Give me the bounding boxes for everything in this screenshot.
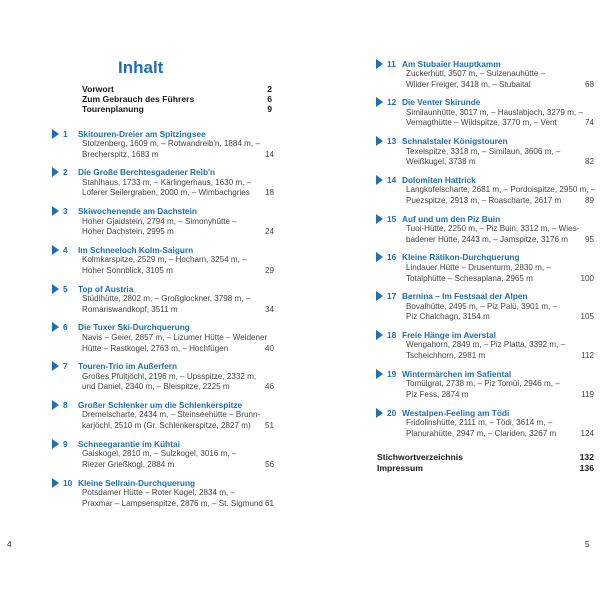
tour-description-line: Dremelscharte, 2434 m, – Steinseehütte – Brunn- bbox=[82, 410, 261, 420]
front-matter-page: 2 bbox=[267, 84, 272, 94]
tour-description bbox=[82, 178, 274, 199]
tour-title: Top of Austria bbox=[78, 283, 134, 294]
tour-page-number: 40 bbox=[264, 343, 274, 353]
tour-number: 10 bbox=[63, 477, 73, 488]
tour-number: 7 bbox=[63, 361, 68, 372]
tour-title: Freie Hänge im Averstal bbox=[402, 329, 496, 340]
tour-description-line: Stüdlhütte, 2802 m, – Großglockner, 3798 m, – bbox=[82, 294, 251, 304]
tour-number: 8 bbox=[63, 399, 68, 410]
toc-entry[interactable] bbox=[376, 252, 594, 284]
tour-description bbox=[82, 410, 274, 431]
back-matter-row[interactable] bbox=[377, 463, 594, 474]
tour-page-number: 51 bbox=[264, 421, 274, 431]
triangle-arrow-icon bbox=[52, 206, 59, 216]
tour-description-line: Praxmar – Lampsenspitze, 2876 m, – St. Sigmund bbox=[82, 498, 263, 508]
back-matter-label: Impressum bbox=[377, 462, 423, 473]
tour-page-number: 100 bbox=[580, 273, 594, 283]
tour-description-line: Puezspitze, 2913 m, – Roascharte, 2617 m bbox=[406, 195, 562, 205]
toc-entry-head bbox=[52, 438, 274, 449]
toc-entry[interactable] bbox=[52, 283, 274, 315]
tour-description-line: Tuoi-Hütte, 2250 m, – Piz Buin, 3312 m, – Wies- bbox=[406, 224, 580, 234]
page-number-left: 4 bbox=[7, 539, 12, 549]
tour-title: Touren-Trio im Außerfern bbox=[78, 361, 178, 372]
front-matter-page: 9 bbox=[267, 104, 272, 114]
toc-entry[interactable] bbox=[52, 361, 274, 393]
tour-title: Bernina – Im Festsaal der Alpen bbox=[402, 291, 528, 302]
tour-page-number: 89 bbox=[584, 195, 594, 205]
toc-entry-head bbox=[52, 244, 274, 255]
toc-entry[interactable] bbox=[52, 438, 274, 470]
tour-title: Wintermärchen im Safiental bbox=[402, 368, 512, 379]
tour-list-right bbox=[376, 58, 594, 446]
triangle-arrow-icon bbox=[52, 361, 59, 371]
tour-description-line: Hoher Dachstein, 2995 m bbox=[82, 227, 174, 237]
tour-page-number: 46 bbox=[264, 382, 274, 392]
tour-description-line: Fridolinshütte, 2111 m, – Tödi, 3614 m, – bbox=[406, 418, 553, 428]
tour-description-line: Brecherspitz, 1683 m bbox=[82, 149, 159, 159]
toc-entry-head bbox=[376, 97, 594, 108]
tour-description-line: Wengahorn, 2849 m, – Piz Platta, 3392 m, – bbox=[406, 340, 566, 350]
triangle-arrow-icon bbox=[376, 97, 383, 107]
tour-number: 16 bbox=[387, 252, 397, 263]
triangle-arrow-icon bbox=[376, 214, 383, 224]
tour-title: Kleine Rätikon-Durchquerung bbox=[402, 252, 520, 263]
tour-title: Auf und um den Piz Buin bbox=[402, 213, 501, 224]
toc-entry-head bbox=[52, 167, 274, 178]
tour-description-line: badener Hütte, 2443 m, – Jamspitze, 3176 m bbox=[406, 234, 568, 244]
toc-entry[interactable] bbox=[376, 97, 594, 129]
back-matter-row[interactable] bbox=[377, 452, 594, 463]
toc-entry-head bbox=[376, 58, 594, 69]
tour-description-line: Weißkugel, 3738 m bbox=[406, 157, 476, 167]
tour-title: Im Schneeloch Kolm-Saigurn bbox=[78, 244, 194, 255]
tour-description-line: Riezer Grießkogl, 2884 m bbox=[82, 459, 175, 469]
triangle-arrow-icon bbox=[52, 400, 59, 410]
triangle-arrow-icon bbox=[52, 478, 59, 488]
tour-description-line: Gaiskogel, 2810 m, – Sulzkogel, 3016 m, – bbox=[82, 449, 237, 459]
tour-title: Skiwochenende am Dachstein bbox=[78, 206, 197, 217]
tour-list-left bbox=[52, 128, 274, 516]
toc-entry-head bbox=[376, 407, 594, 418]
tour-description-line: Stahlhaus, 1733 m, – Kärlingerhaus, 1630 m, – bbox=[82, 177, 252, 187]
tour-description-line: Vernagthütte – Wildspitze, 3770 m, – Vent bbox=[406, 118, 557, 128]
back-matter bbox=[377, 452, 594, 473]
toc-entry[interactable] bbox=[376, 213, 594, 245]
tour-description bbox=[406, 379, 594, 400]
tour-description-line: karjöchl, 2510 m (Gr. Schlenkerspitze, 2827 m) bbox=[82, 421, 251, 431]
tour-description bbox=[406, 263, 594, 284]
tour-page-number: 112 bbox=[581, 351, 594, 361]
triangle-arrow-icon bbox=[376, 59, 383, 69]
tour-page-number: 82 bbox=[584, 157, 594, 167]
tour-number: 19 bbox=[387, 368, 397, 379]
toc-entry-head bbox=[376, 329, 594, 340]
toc-entry[interactable] bbox=[52, 399, 274, 431]
front-matter-label: Zum Gebrauch des Führers bbox=[82, 94, 195, 104]
tour-page-number: 119 bbox=[581, 389, 594, 399]
tour-description-line: Planurahütte, 2947 m, – Clariden, 3267 m bbox=[406, 428, 557, 438]
tour-description bbox=[82, 294, 274, 315]
tour-description bbox=[406, 147, 594, 168]
tour-number: 14 bbox=[387, 174, 397, 185]
toc-entry[interactable] bbox=[376, 368, 594, 400]
tour-description-line: Piz Chalchagn, 3154 m bbox=[406, 312, 490, 322]
tour-description-line: Texelspitze, 3318 m, – Similaun, 3606 m, – bbox=[406, 146, 561, 156]
triangle-arrow-icon bbox=[376, 175, 383, 185]
tour-title: Großer Schlenker um die Schlenkerspitze bbox=[78, 399, 243, 410]
tour-description-line: Totalphütte – Schesaplana, 2965 m bbox=[406, 273, 533, 283]
toc-entry[interactable] bbox=[376, 407, 594, 439]
toc-entry[interactable] bbox=[376, 136, 594, 168]
tour-description-line: Hoher Gjaidstein, 2794 m, – Simonyhütte – bbox=[82, 216, 237, 226]
front-matter-page: 6 bbox=[267, 94, 272, 104]
tour-description bbox=[406, 224, 594, 245]
tour-number: 1 bbox=[63, 128, 68, 139]
toc-entry[interactable] bbox=[52, 167, 274, 199]
tour-description-line: Similaunhütte, 3017 m, – Hauslabjoch, 3279 m, – bbox=[406, 107, 583, 117]
tour-description bbox=[406, 69, 594, 90]
tour-page-number: 24 bbox=[264, 227, 274, 237]
tour-number: 12 bbox=[387, 97, 397, 108]
tour-page-number: 61 bbox=[264, 498, 274, 508]
back-matter-page: 132 bbox=[579, 452, 594, 462]
tour-description bbox=[406, 302, 594, 323]
tour-description bbox=[82, 139, 274, 160]
tour-page-number: 74 bbox=[584, 118, 594, 128]
toc-entry-head bbox=[52, 128, 274, 139]
front-matter-row[interactable] bbox=[82, 84, 272, 94]
tour-description-line: Loferer Seilergraben, 2000 m, – Wimbachgries bbox=[82, 188, 250, 198]
toc-entry-head bbox=[52, 361, 274, 372]
tour-description-line: Hütte – Rastkogel, 2763 m, – Hochfügen bbox=[82, 343, 229, 353]
tour-page-number: 29 bbox=[264, 265, 274, 275]
triangle-arrow-icon bbox=[52, 322, 59, 332]
tour-description-line: Piz Fess, 2874 m bbox=[406, 389, 469, 399]
tour-number: 20 bbox=[387, 407, 397, 418]
front-matter-label: Vorwort bbox=[82, 84, 114, 94]
tour-description-line: Großes Pfuitjöchl, 2196 m, – Upsspitze, 2332 m, bbox=[82, 371, 257, 381]
toc-entry-head bbox=[376, 252, 594, 263]
tour-description-line: Potsdamer Hütte – Roter Kogel, 2834 m, – bbox=[82, 488, 235, 498]
toc-entry[interactable] bbox=[52, 128, 274, 160]
triangle-arrow-icon bbox=[376, 330, 383, 340]
toc-entry-head bbox=[376, 291, 594, 302]
back-matter-label: Stichwortverzeichnis bbox=[377, 452, 463, 462]
toc-entry[interactable] bbox=[52, 244, 274, 276]
tour-description-line: Tscheichhorn, 2981 m bbox=[406, 351, 486, 361]
tour-title: Westalpen-Feeling am Tödi bbox=[402, 407, 510, 418]
tour-title: Schneegarantie im Kühtai bbox=[78, 438, 180, 449]
tour-number: 17 bbox=[387, 291, 397, 302]
tour-page-number: 18 bbox=[264, 188, 274, 198]
tour-number: 9 bbox=[63, 438, 68, 449]
front-matter-row[interactable] bbox=[82, 94, 272, 104]
toc-entry-head bbox=[52, 322, 274, 333]
tour-title: Schnalstaler Königstouren bbox=[402, 136, 508, 147]
tour-page-number: 124 bbox=[580, 428, 594, 438]
back-matter-page: 136 bbox=[579, 462, 594, 473]
toc-entry-head bbox=[52, 283, 274, 294]
toc-entry-head bbox=[376, 368, 594, 379]
tour-description-line: und Daniel, 2340 m, – Bleispitze, 2225 m bbox=[82, 382, 230, 392]
tour-description bbox=[82, 488, 274, 509]
triangle-arrow-icon bbox=[52, 167, 59, 177]
toc-entry[interactable] bbox=[52, 206, 274, 238]
tour-page-number: 68 bbox=[584, 79, 594, 89]
triangle-arrow-icon bbox=[52, 284, 59, 294]
tour-number: 3 bbox=[63, 206, 68, 217]
toc-entry[interactable] bbox=[376, 291, 594, 323]
tour-number: 15 bbox=[387, 213, 397, 224]
tour-title: Die Tuxer Ski-Durchquerung bbox=[78, 322, 190, 333]
page-title: Inhalt bbox=[118, 58, 164, 77]
tour-number: 13 bbox=[387, 136, 397, 147]
tour-description bbox=[82, 255, 274, 276]
tour-description bbox=[406, 108, 594, 129]
tour-page-number: 105 bbox=[580, 312, 594, 322]
tour-page-number: 95 bbox=[584, 234, 594, 244]
front-matter-row[interactable] bbox=[82, 104, 272, 114]
tour-description-line: Romariswandkopf, 3511 m bbox=[82, 304, 178, 314]
tour-title: Kleine Sellrain-Durchquerung bbox=[78, 477, 196, 488]
tour-number: 2 bbox=[63, 167, 68, 178]
tour-title: Skitouren-Dreier am Spitzingsee bbox=[78, 128, 206, 139]
toc-entry-head bbox=[376, 213, 594, 224]
toc-entry[interactable] bbox=[376, 329, 594, 361]
tour-description bbox=[82, 449, 274, 470]
tour-number: 6 bbox=[63, 322, 68, 333]
tour-description-line: Stolzenberg, 1609 m, – Rotwandreib'n, 1884 m, – bbox=[82, 139, 260, 148]
tour-description-line: Navis – Geier, 2857 m, – Lizumer Hütte – Weidener bbox=[82, 332, 268, 342]
tour-description bbox=[406, 418, 594, 439]
triangle-arrow-icon bbox=[376, 252, 383, 262]
tour-description-line: Bovalhütte, 2495 m, – Piz Palü, 3901 m, – bbox=[406, 301, 558, 311]
triangle-arrow-icon bbox=[52, 439, 59, 449]
tour-page-number: 34 bbox=[264, 304, 274, 314]
front-matter bbox=[82, 84, 272, 114]
triangle-arrow-icon bbox=[376, 136, 383, 146]
tour-description bbox=[82, 217, 274, 238]
tour-description-line: Kolmkarspitze, 2529 m, – Hocharn, 3254 m, – bbox=[82, 255, 247, 265]
toc-entry-head bbox=[52, 477, 274, 488]
tour-description-line: Langkofelscharte, 2681 m, – Pordoispitze, 2950 m, – bbox=[406, 185, 596, 195]
toc-entry-head bbox=[52, 399, 274, 410]
toc-entry-head bbox=[376, 136, 594, 147]
triangle-arrow-icon bbox=[376, 291, 383, 301]
toc-entry[interactable] bbox=[52, 322, 274, 354]
triangle-arrow-icon bbox=[52, 129, 59, 139]
tour-description-line: Lindauer Hütte – Drusenturm, 2830 m, – bbox=[406, 262, 551, 272]
tour-description bbox=[406, 185, 594, 206]
tour-description-line: Hoher Sonnblick, 3105 m bbox=[82, 265, 173, 275]
tour-title: Dolomiten Hattrick bbox=[402, 174, 476, 185]
tour-number: 11 bbox=[387, 58, 396, 69]
front-matter-label: Tourenplanung bbox=[82, 104, 144, 114]
tour-page-number: 56 bbox=[264, 459, 274, 469]
tour-description bbox=[82, 333, 274, 354]
tour-title: Die Große Berchtesgadener Reib'n bbox=[78, 167, 216, 178]
tour-number: 5 bbox=[63, 283, 68, 294]
tour-number: 18 bbox=[387, 329, 397, 340]
tour-description bbox=[406, 340, 594, 361]
toc-entry-head bbox=[52, 206, 274, 217]
triangle-arrow-icon bbox=[52, 245, 59, 255]
right-page bbox=[300, 0, 600, 600]
tour-description-line: Wilder Freiger, 3418 m, – Stubaital bbox=[406, 79, 531, 89]
tour-description-line: Tomülgrat, 2738 m, – Piz Tomül, 2946 m, – bbox=[406, 379, 560, 389]
toc-entry[interactable] bbox=[376, 174, 594, 206]
tour-page-number: 14 bbox=[264, 149, 274, 159]
tour-title: Am Stubaier Hauptkamm bbox=[402, 58, 501, 69]
tour-description bbox=[82, 372, 274, 393]
tour-number: 4 bbox=[63, 244, 68, 255]
triangle-arrow-icon bbox=[376, 369, 383, 379]
triangle-arrow-icon bbox=[376, 408, 383, 418]
tour-description-line: Zuckerhütl, 3507 m, – Sulzenauhütte – bbox=[406, 69, 546, 78]
toc-entry[interactable] bbox=[52, 477, 274, 509]
toc-entry[interactable] bbox=[376, 58, 594, 90]
toc-entry-head bbox=[376, 174, 594, 185]
page-number-right: 5 bbox=[585, 539, 590, 549]
tour-title: Die Venter Skirunde bbox=[402, 97, 481, 108]
